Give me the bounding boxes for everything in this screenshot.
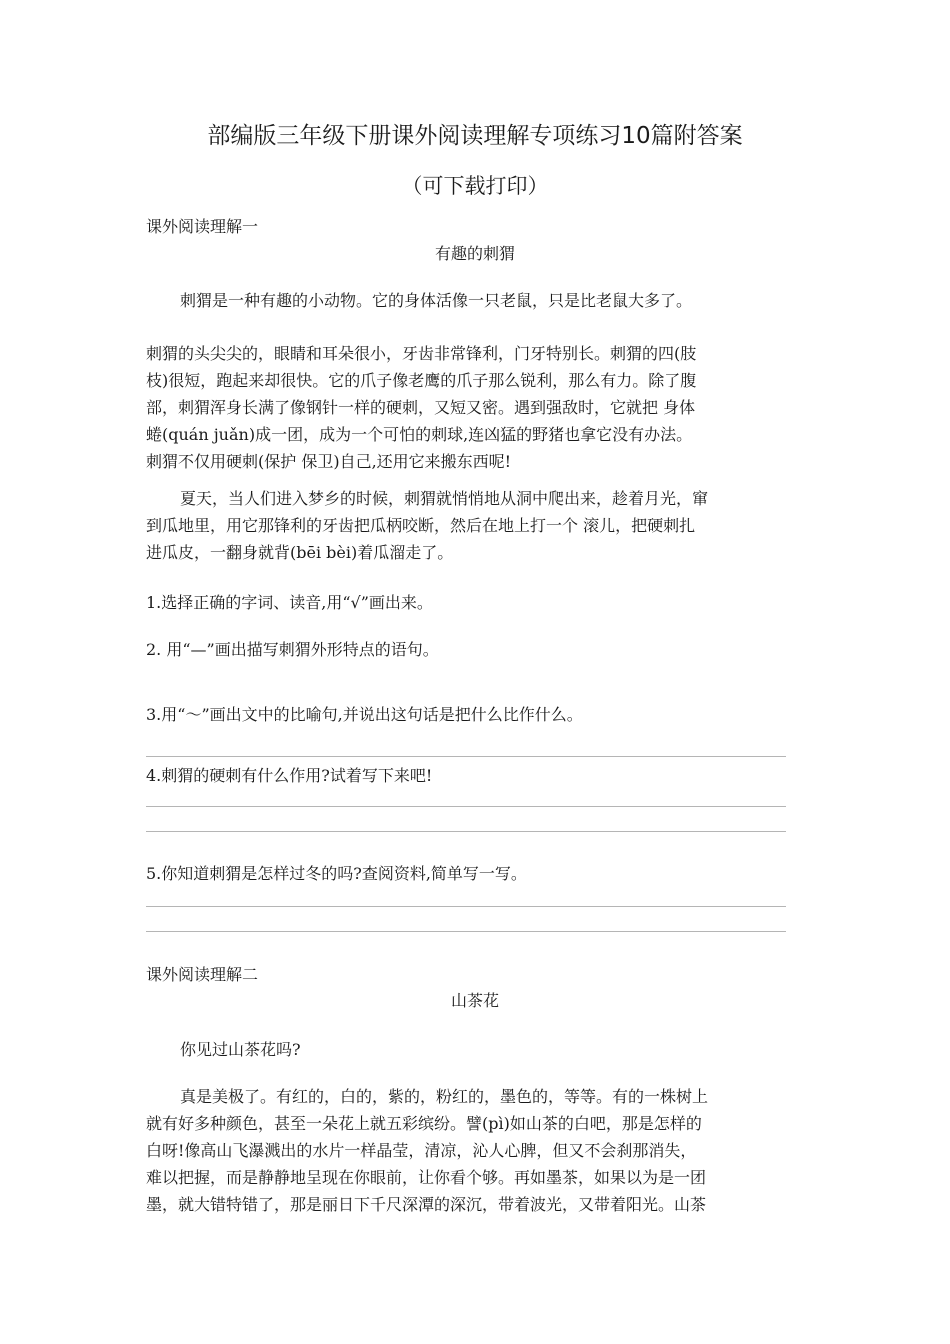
paragraph-line: 白呀!像高山飞瀑溅出的水片一样晶莹，清凉，沁人心脾，但又不会刹那消失， xyxy=(146,1141,697,1160)
paragraph-1-1: 刺猬是一种有趣的小动物。它的身体活像一只老鼠，只是比老鼠大多了。 xyxy=(180,291,693,310)
answer-line xyxy=(146,831,786,832)
section-heading-1: 课外阅读理解一 xyxy=(146,217,259,236)
answer-line xyxy=(146,806,786,807)
paragraph-line: 真是美极了。有红的，白的，紫的，粉红的，墨色的，等等。有的一株树上 xyxy=(180,1087,709,1106)
answer-line xyxy=(146,931,786,932)
question-2: 2. 用“—”画出描写刺猬外形特点的语句。 xyxy=(146,640,439,659)
paragraph-line: 枝)很短，跑起来却很快。它的爪子像老鹰的爪子那么锐利，那么有力。除了腹 xyxy=(146,371,697,390)
question-1: 1.选择正确的字词、读音,用“√”画出来。 xyxy=(146,593,433,612)
question-3: 3.用“～”画出文中的比喻句,并说出这句话是把什么比作什么。 xyxy=(146,705,583,724)
paragraph-line: 到瓜地里，用它那锋利的牙齿把瓜柄咬断，然后在地上打一个 滚儿，把硬刺扎 xyxy=(146,516,696,535)
answer-line xyxy=(146,906,786,907)
paragraph-1-2 xyxy=(146,340,808,475)
paragraph-2-1: 你见过山茶花吗? xyxy=(180,1040,301,1059)
paragraph-line: 难以把握，而是静静地呈现在你眼前，让你看个够。再如墨茶，如果以为是一团 xyxy=(146,1168,707,1187)
question-5: 5.你知道刺猬是怎样过冬的吗?查阅资料,简单写一写。 xyxy=(146,864,527,883)
document-title: 部编版三年级下册课外阅读理解专项练习10篇附答案 xyxy=(207,123,743,149)
paragraph-line: 进瓜皮，一翻身就背(bēi bèi)着瓜溜走了。 xyxy=(146,543,454,562)
question-4: 4.刺猬的硬刺有什么作用?试着写下来吧! xyxy=(146,766,433,785)
paragraph-2-2 xyxy=(146,1083,808,1218)
paragraph-line: 就有好多种颜色，甚至一朵花上就五彩缤纷。譬(pì)如山茶的白吧，那是怎样的 xyxy=(146,1114,702,1133)
paragraph-line: 蜷(quán juǎn)成一团，成为一个可怕的刺球,连凶猛的野猪也拿它没有办法。 xyxy=(146,425,693,444)
answer-line xyxy=(146,756,786,757)
section-heading-2: 课外阅读理解二 xyxy=(146,965,259,984)
document-subtitle: （可下载打印） xyxy=(401,174,549,198)
paragraph-line: 刺猬不仅用硬刺(保护 保卫)自己,还用它来搬东西呢! xyxy=(146,452,512,471)
paragraph-line: 部，刺猬浑身长满了像钢针一样的硬刺，又短又密。遇到强敌时，它就把 身体 xyxy=(146,398,696,417)
story-title-2: 山茶花 xyxy=(450,991,499,1010)
paragraph-line: 刺猬的头尖尖的，眼睛和耳朵很小，牙齿非常锋利，门牙特别长。刺猬的四(肢 xyxy=(146,344,697,363)
story-title-1: 有趣的刺猬 xyxy=(434,244,515,263)
paragraph-line: 墨，就大错特错了，那是丽日下千尺深潭的深沉，带着波光，又带着阳光。山茶 xyxy=(146,1195,707,1214)
paragraph-line: 夏天，当人们进入梦乡的时候，刺猬就悄悄地从洞中爬出来，趁着月光，窜 xyxy=(180,489,709,508)
paragraph-1-3 xyxy=(146,485,808,566)
